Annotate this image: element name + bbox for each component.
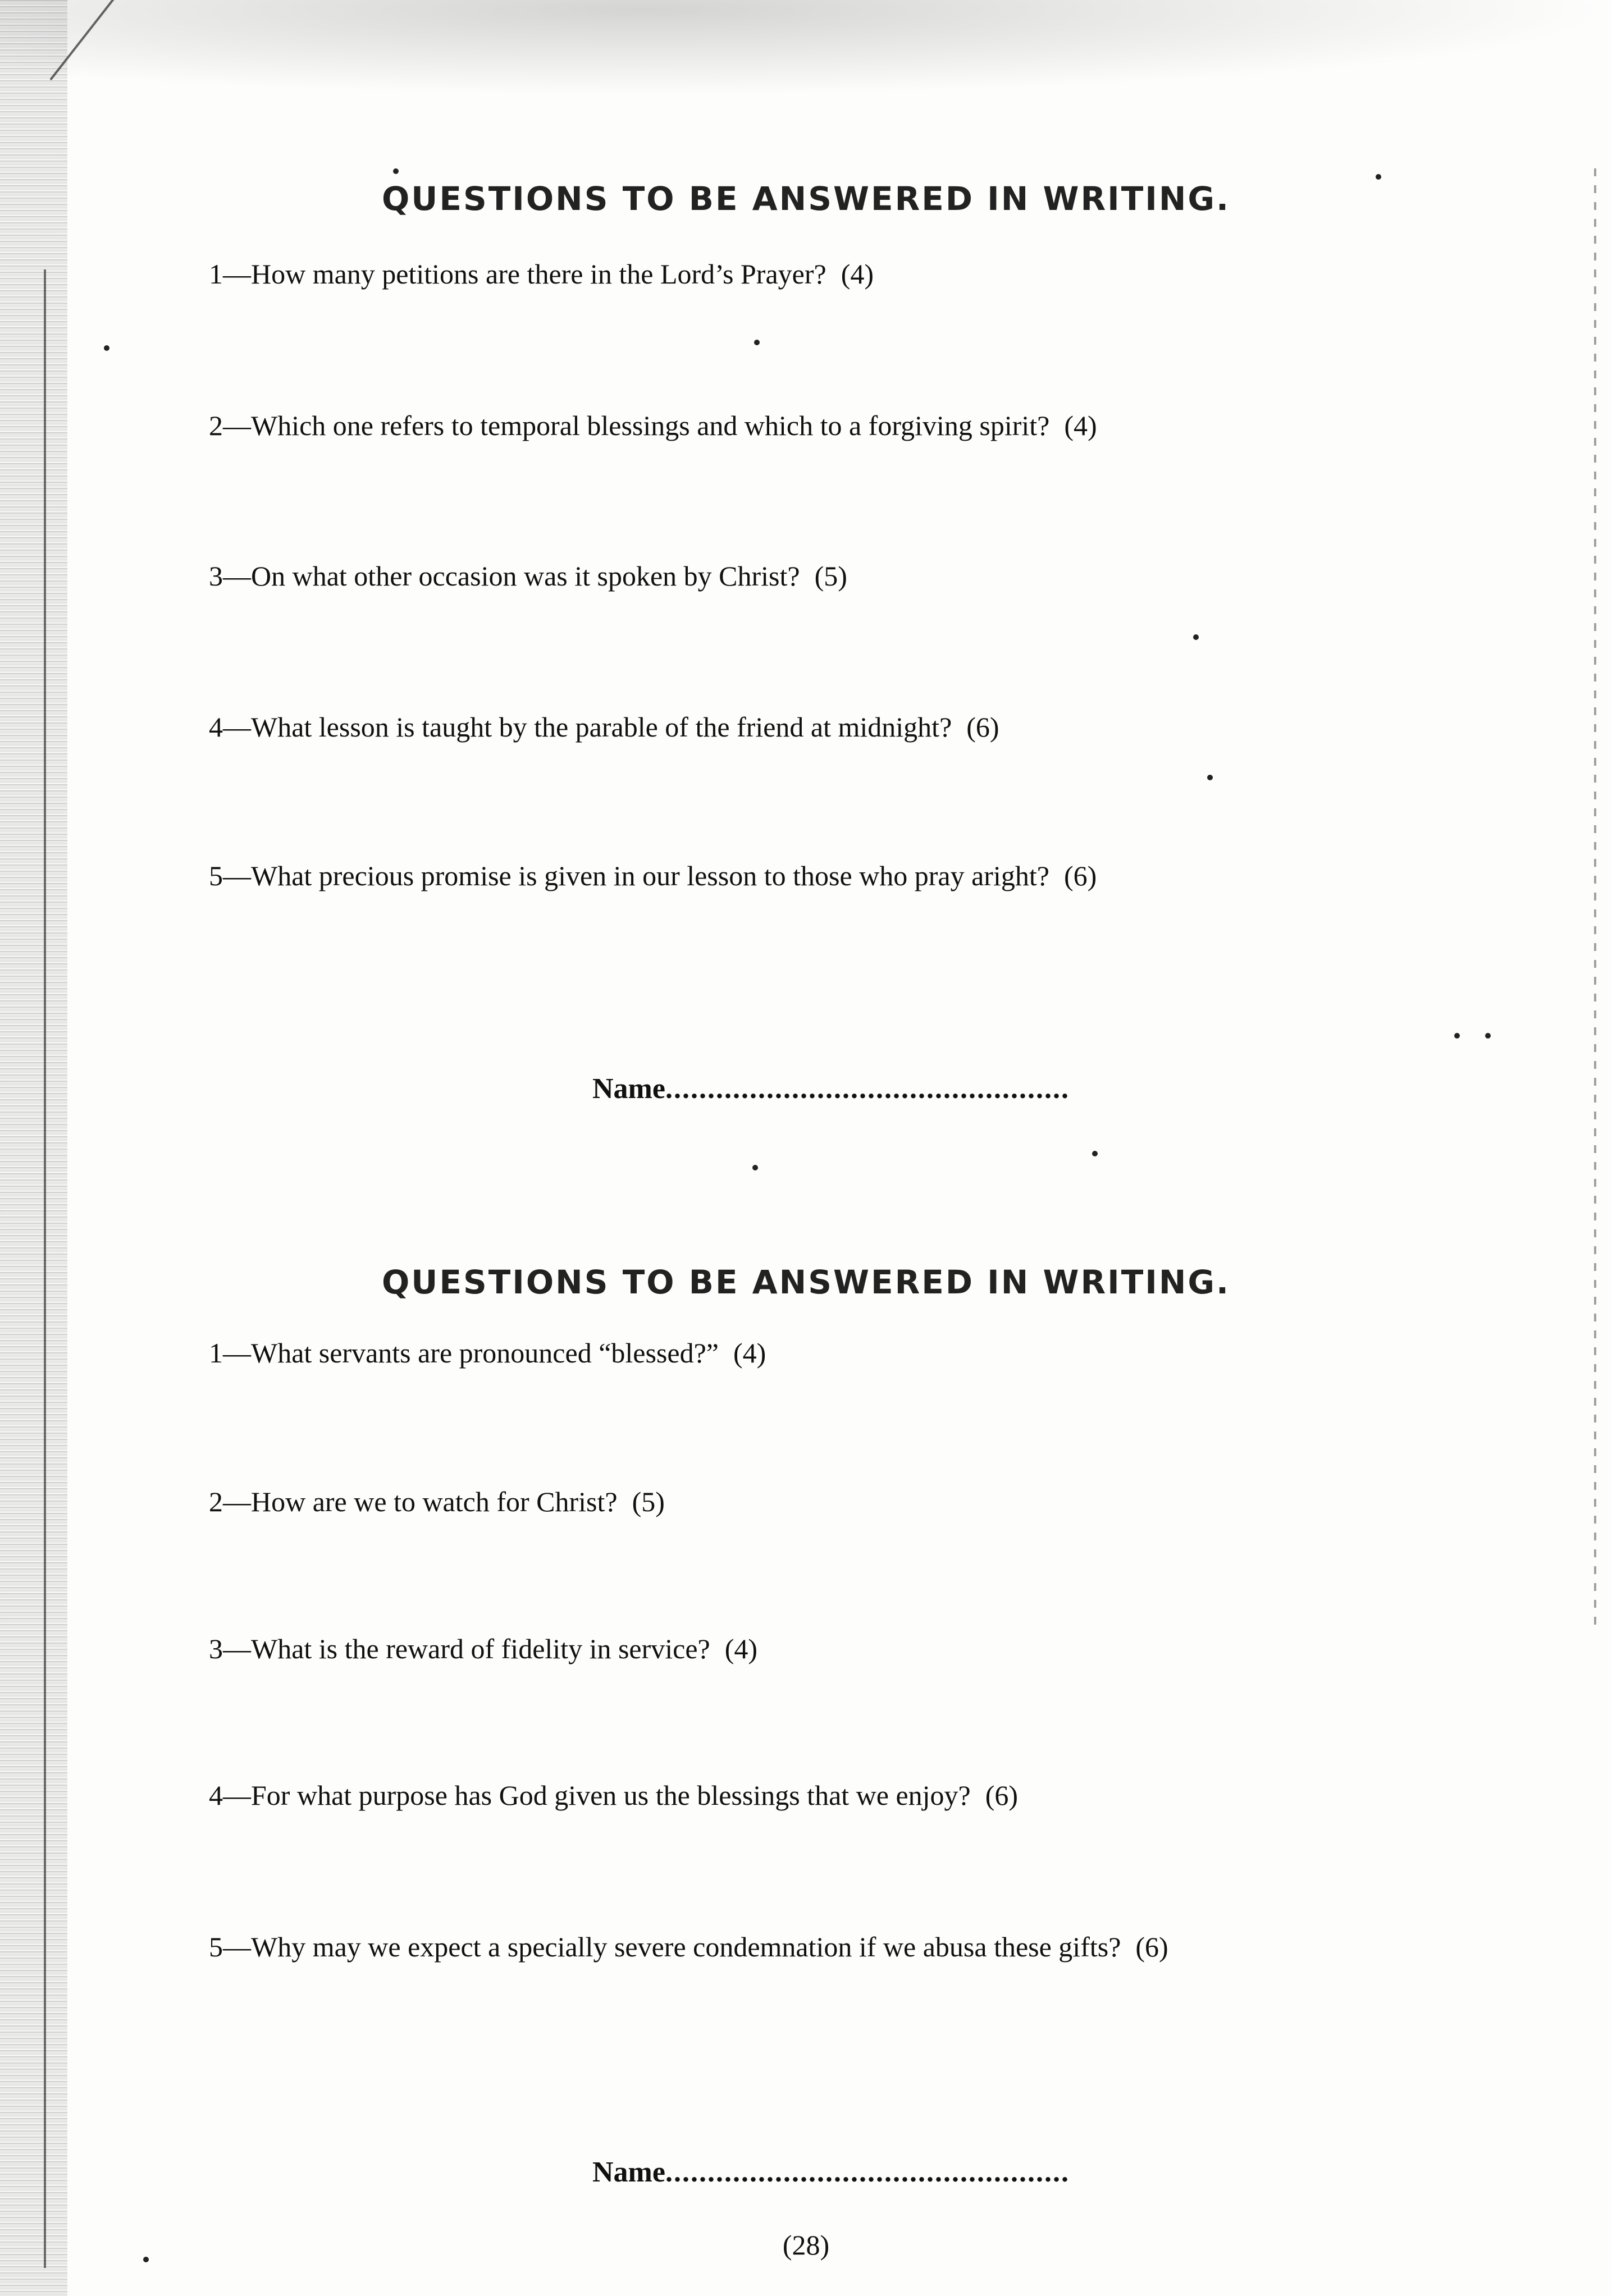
question-marks: (4) — [733, 1337, 766, 1369]
name-label: Name — [592, 1073, 665, 1105]
question-text: 4—For what purpose has God given us the blessings that we enjoy? — [209, 1780, 971, 1811]
section-2-heading: QUESTIONS TO BE ANSWERED IN WRITING. — [381, 1263, 1231, 1301]
question-text: 4—What lesson is taught by the parable of the friend at midnight? — [209, 711, 952, 743]
section-1-question-3 — [209, 559, 847, 593]
scan-top-smudge — [0, 0, 1612, 95]
scan-speck — [1092, 1151, 1098, 1156]
question-text: 3—What is the reward of fidelity in service? — [209, 1633, 710, 1664]
section-2-name-line — [592, 2156, 1070, 2189]
question-text: 2—Which one refers to temporal blessings and which to a forgiving spirit? — [209, 410, 1050, 441]
section-2-question-2 — [209, 1485, 665, 1519]
scan-speck — [1454, 1033, 1460, 1039]
question-marks: (6) — [966, 711, 999, 743]
question-text: 2—How are we to watch for Christ? — [209, 1486, 618, 1517]
scan-right-edge — [1594, 168, 1596, 1628]
scan-speck — [1376, 174, 1381, 180]
question-text: 1—What servants are pronounced “blessed?” — [209, 1337, 719, 1369]
scan-speck — [1485, 1033, 1491, 1039]
section-2-question-1 — [209, 1336, 766, 1370]
section-1-question-1 — [209, 257, 874, 291]
scan-speck — [752, 1165, 758, 1170]
name-label: Name — [592, 2156, 665, 2188]
question-text: 3—On what other occasion was it spoken by Christ? — [209, 560, 800, 592]
question-text: 5—What precious promise is given in our lesson to those who pray aright? — [209, 860, 1049, 891]
question-marks: (4) — [1064, 410, 1097, 441]
scan-speck — [1207, 775, 1213, 780]
question-marks: (6) — [1135, 1931, 1168, 1963]
name-dots: ................................................ — [665, 2156, 1070, 2188]
name-dots: ................................................ — [665, 1073, 1070, 1105]
question-marks: (6) — [985, 1780, 1019, 1811]
question-marks: (5) — [632, 1486, 665, 1517]
scan-speck — [393, 168, 399, 174]
section-1-name-line — [592, 1072, 1070, 1105]
scan-speck — [104, 345, 109, 351]
section-1-question-5 — [209, 859, 1097, 893]
scan-left-edge — [0, 0, 67, 2296]
question-marks: (6) — [1063, 860, 1097, 891]
section-1-question-4 — [209, 710, 999, 744]
question-marks: (4) — [841, 258, 874, 290]
section-1-heading: QUESTIONS TO BE ANSWERED IN WRITING. — [381, 180, 1231, 218]
scan-speck — [754, 340, 760, 345]
section-2-question-5 — [209, 1930, 1168, 1964]
scan-speck — [1193, 634, 1199, 640]
page-number: (28) — [782, 2229, 830, 2261]
question-marks: (4) — [724, 1633, 758, 1664]
section-2-question-4 — [209, 1778, 1018, 1812]
question-text: 5—Why may we expect a specially severe condemnation if we abusa these gifts? — [209, 1931, 1121, 1963]
section-1-question-2 — [209, 409, 1097, 442]
question-text: 1—How many petitions are there in the Lord’s Prayer? — [209, 258, 826, 290]
question-marks: (5) — [814, 560, 847, 592]
section-2-question-3 — [209, 1632, 757, 1666]
